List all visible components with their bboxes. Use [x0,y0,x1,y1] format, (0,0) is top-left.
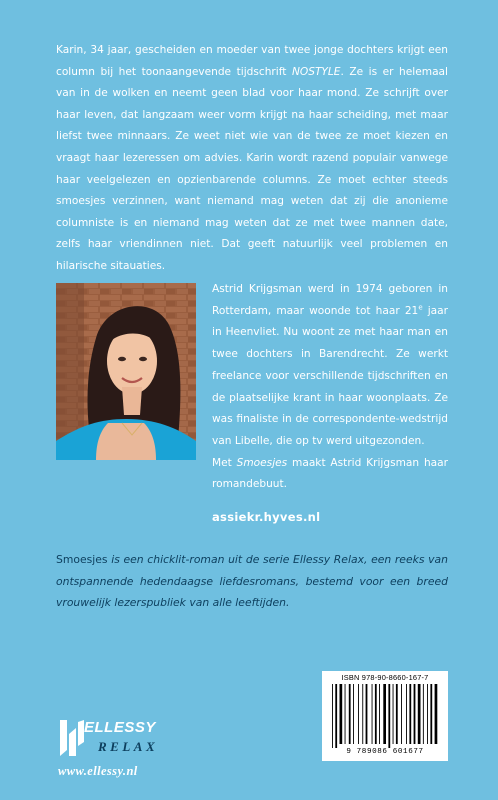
barcode-bar [401,684,402,744]
barcode-bar [372,684,373,744]
blurb-part-1: Karin, 34 jaar, gescheiden en moeder van twee jonge dochters krijgt een column bij het toonaangevende tijdschrift [56,44,448,78]
barcode-bar [340,684,343,744]
series-book-title: Smoesjes [56,553,108,566]
publisher-name: ELLESSY [84,719,156,736]
back-cover-blurb [56,40,448,278]
barcode-bar [423,684,424,744]
barcode-bar [332,684,333,748]
barcode-digits: 9 789086 601677 [346,748,424,756]
barcode-bar [388,684,390,748]
barcode-bar [379,684,380,744]
author-bio-block [212,279,448,496]
barcode-bar [409,684,411,744]
magazine-title: NOSTYLE [291,65,341,78]
book-title: Smoesjes [236,456,288,469]
barcode-bar [418,684,421,744]
blurb-part-2: . Ze is er helemaal van in de wolken en neemt geen blad voor haar mond. Ze schrijft over haar leven, dat langzaam weer vorm krijgt na haar scheiding, met maar liefst twee minnaars. Ze weet niet wie van de twee ze moet kiezen en vraagt haar lezeressen om advies. Karin wordt razend populair vanwege haar veelgelezen en opzienbarende columns. Ze moet echter steeds smoesjes verzinnen, want niemand mag weten dat zij die anonieme columniste is en niemand mag weten dat ze met twee mannen date, zelfs haar vriendinnen niet. Dat geeft natuurlijk veel problemen en hilarische sitauaties. [56,65,448,272]
barcode-bar [345,684,346,744]
barcode-bar [430,684,432,744]
author-bio: Astrid Krijgsman werd in 1974 geboren in Rotterdam, maar woonde tot haar 21e jaar in Heenvliet. Nu woont ze met haar man en twee dochters in Barendrecht. Ze werkt freelance voor verschillende tijdschriften en de plaatselijke krant in haar woonplaats. Ze was finaliste in de correspondente-wedstrijd van Libelle, die op tv werd uitgezonden. [212,283,449,447]
barcode-bar [435,684,438,744]
ellessy-mark-icon [58,720,84,756]
barcode-bar [414,684,416,744]
barcode-bar [335,684,337,748]
author-photo [56,283,196,460]
publisher-url[interactable]: www.ellessy.nl [58,764,138,778]
barcode-bar [349,684,351,744]
isbn-label: ISBN 978-90-8660-167-7 [341,673,429,682]
barcode-bar [358,684,359,744]
barcode-bar [393,684,394,744]
barcode-bar [427,684,428,744]
author-website[interactable]: assiekr.hyves.nl [212,510,321,524]
isbn-barcode [322,671,448,761]
barcode-bar [383,684,386,744]
series-description: Smoesjes is een chicklit-roman uit de serie Ellessy Relax, een reeks van ontspannende hedendaagse liefdesromans, bestemd voor een breed vrouwelijk lezerspubliek van alle leeftijden. [56,553,448,610]
barcode-bar [375,684,377,744]
publisher-series: RELAX [98,739,159,754]
barcode-bar [406,684,407,744]
barcode-bar [362,684,363,744]
barcode-bar [353,684,354,744]
barcode-bar [366,684,368,744]
barcode-bar [396,684,398,744]
publisher-logo [58,718,188,760]
debut-sentence: Met Smoesjes maakt Astrid Krijgsman haar romandebuut. [212,456,448,491]
